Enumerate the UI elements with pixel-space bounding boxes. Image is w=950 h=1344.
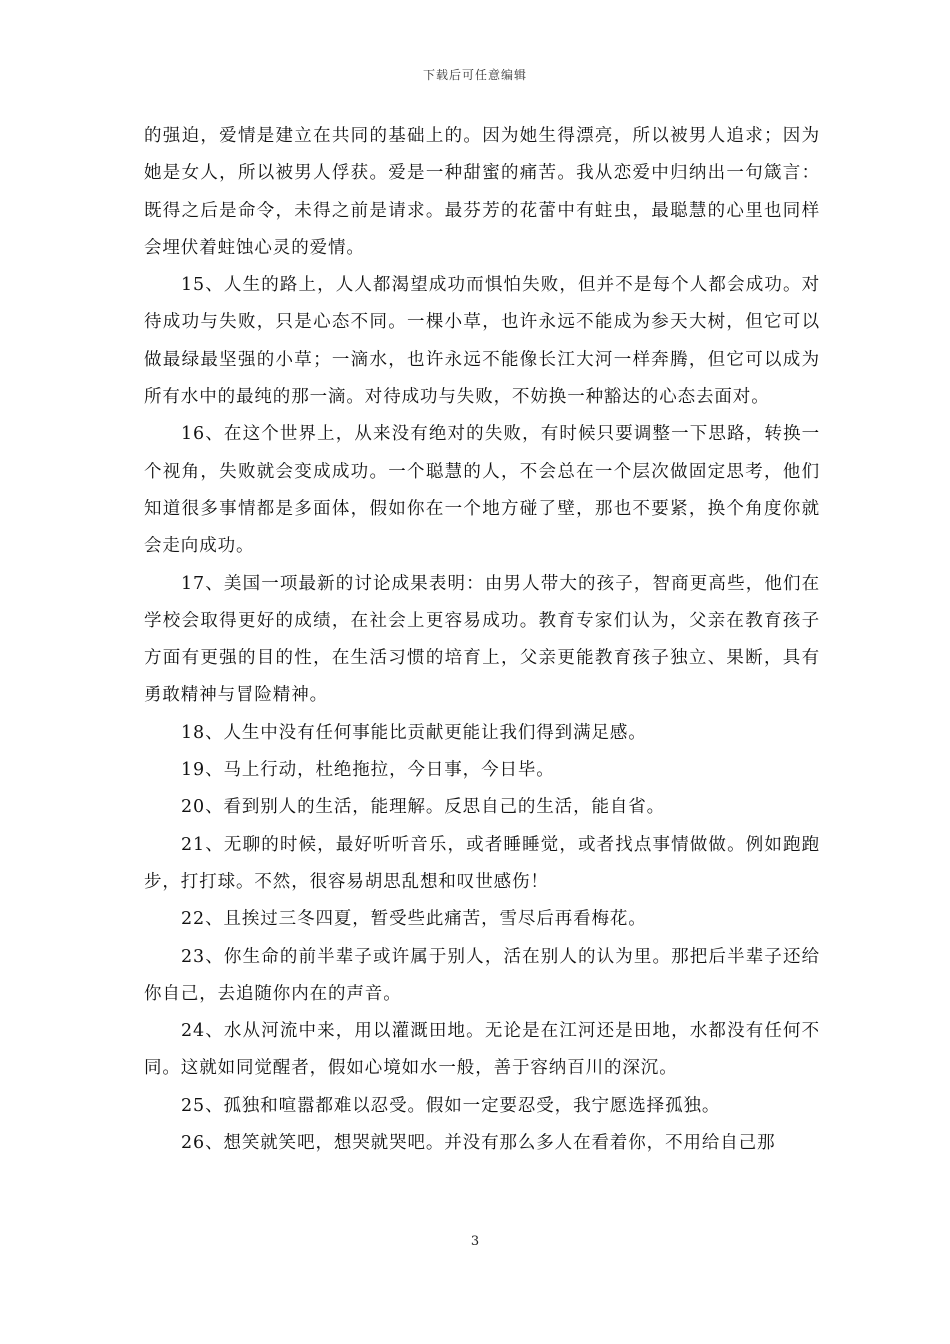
paragraph-continued: 的强迫，爱情是建立在共同的基础上的。因为她生得漂亮，所以被男人追求；因为她是女人，所以被男人俘获。爱是一种甜蜜的痛苦。我从恋爱中归纳出一句箴言：既得之后是命令，未得之前是请求。最芬芳的花蕾中有蛀虫，最聪慧的心里也同样会埋伏着蛀蚀心灵的爱情。: [144, 126, 820, 258]
document-body: [144, 118, 820, 1162]
paragraph-21: 21、无聊的时候，最好听听音乐，或者睡睡觉，或者找点事情做做。例如跑跑步，打打球。不然，很容易胡思乱想和叹世感伤！: [144, 834, 820, 892]
page-header: 下载后可任意编辑: [422, 68, 527, 82]
paragraph-16: 16、在这个世界上，从来没有绝对的失败，有时候只要调整一下思路，转换一个视角，失败就会变成成功。一个聪慧的人，不会总在一个层次做固定思考，他们知道很多事情都是多面体，假如你在一个地方碰了壁，那也不要紧，换个角度你就会走向成功。: [144, 424, 820, 557]
paragraph-18: 18、人生中没有任何事能比贡献更能让我们得到满足感。: [181, 722, 647, 743]
paragraph-24: 24、水从河流中来，用以灌溉田地。无论是在江河还是田地，水都没有任何不同。这就如同觉醒者，假如心境如水一般，善于容纳百川的深沉。: [144, 1021, 820, 1079]
paragraph-22: 22、且挨过三冬四夏，暂受些此痛苦，雪尽后再看梅花。: [181, 909, 647, 930]
paragraph-19: 19、马上行动，杜绝拖拉，今日事，今日毕。: [181, 760, 555, 781]
paragraph-20: 20、看到别人的生活，能理解。反思自己的生活，能自省。: [181, 797, 666, 818]
paragraph-23: 23、你生命的前半辈子或许属于别人，活在别人的认为里。那把后半辈子还给你自己，去追随你内在的声音。: [144, 946, 820, 1004]
paragraph-15: 15、人生的路上，人人都渴望成功而惧怕失败，但并不是每个人都会成功。对待成功与失败，只是心态不同。一棵小草，也许永远不能成为参天大树，但它可以做最绿最坚强的小草；一滴水，也许永远不能像长江大河一样奔腾，但它可以成为所有水中的最纯的那一滴。对待成功与失败，不妨换一种豁达的心态去面对。: [144, 275, 820, 408]
paragraph-26: 26、想笑就笑吧，想哭就哭吧。并没有那么多人在看着你，不用给自己那: [181, 1133, 776, 1154]
paragraph-17: 17、美国一项最新的讨论成果表明：由男人带大的孩子，智商更高些，他们在学校会取得更好的成绩，在社会上更容易成功。教育专家们认为，父亲在教育孩子方面有更强的目的性，在生活习惯的培育上，父亲更能教育孩子独立、果断，具有勇敢精神与冒险精神。: [144, 573, 820, 706]
paragraph-25: 25、孤独和喧嚣都难以忍受。假如一定要忍受，我宁愿选择孤独。: [181, 1095, 721, 1116]
page-number: 3: [470, 1234, 480, 1249]
